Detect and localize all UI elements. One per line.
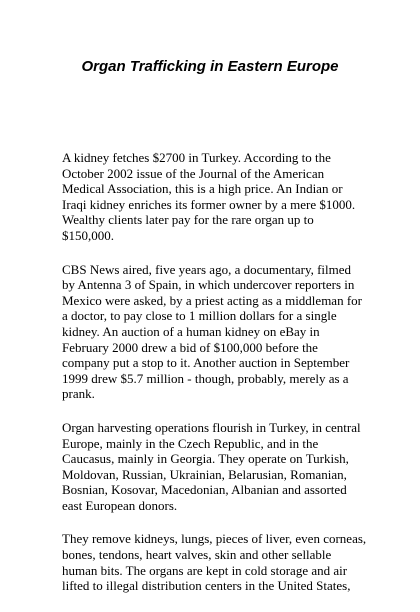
text-line: Europe, mainly in the Czech Republic, and in the xyxy=(62,435,319,451)
text-line: company put a stop to it. Another auction in September xyxy=(62,355,350,371)
text-line: Wealthy clients later pay for the rare organ up to xyxy=(62,212,314,228)
paragraph-cbs-documentary xyxy=(62,262,367,402)
text-line: Organ harvesting operations flourish in Turkey, in central xyxy=(62,419,361,435)
text-line: 1999 drew $5.7 million - though, probably, merely as a xyxy=(62,370,349,386)
text-line: October 2002 issue of the Journal of the American xyxy=(62,165,325,181)
text-line: $150,000. xyxy=(62,227,114,243)
text-line: a doctor, to pay close to 1 million dollars for a single xyxy=(62,308,337,324)
document-title: Organ Trafficking in Eastern Europe xyxy=(81,58,339,75)
text-line: prank. xyxy=(62,386,95,402)
text-line: lifted to illegal distribution centers in the United States, xyxy=(62,578,351,594)
text-line: Iraqi kidney enriches its former owner by a mere $1000. xyxy=(62,196,356,212)
text-line: Moldovan, Russian, Ukrainian, Belarusian, Romanian, xyxy=(62,466,347,482)
text-line: human bits. The organs are kept in cold storage and air xyxy=(62,562,348,578)
text-line: kidney. An auction of a human kidney on eBay in xyxy=(62,323,320,339)
text-line: February 2000 drew a bid of $100,000 before the xyxy=(62,339,318,355)
document-body xyxy=(62,150,367,612)
paragraph-kidney-prices xyxy=(62,150,367,244)
text-line: CBS News aired, five years ago, a documentary, filmed xyxy=(62,261,352,277)
text-line: Caucasus, mainly in Georgia. They operate on Turkish, xyxy=(62,451,349,467)
paragraph-organ-removal xyxy=(62,531,367,593)
text-line: Mexico were asked, by a priest acting as a middleman for xyxy=(62,292,362,308)
text-line: They remove kidneys, lungs, pieces of liver, even corneas, xyxy=(62,531,367,547)
paragraph-harvesting-operations xyxy=(62,420,367,514)
text-line: by Antenna 3 of Spain, in which undercover reporters in xyxy=(62,277,355,293)
text-line: Medical Association, this is a high price. An Indian or xyxy=(62,181,343,197)
text-line: east European donors. xyxy=(62,497,178,513)
text-line: A kidney fetches $2700 in Turkey. According to the xyxy=(62,150,331,165)
text-line: bones, tendons, heart valves, skin and other sellable xyxy=(62,547,332,563)
text-line: Bosnian, Kosovar, Macedonian, Albanian and assorted xyxy=(62,482,347,498)
